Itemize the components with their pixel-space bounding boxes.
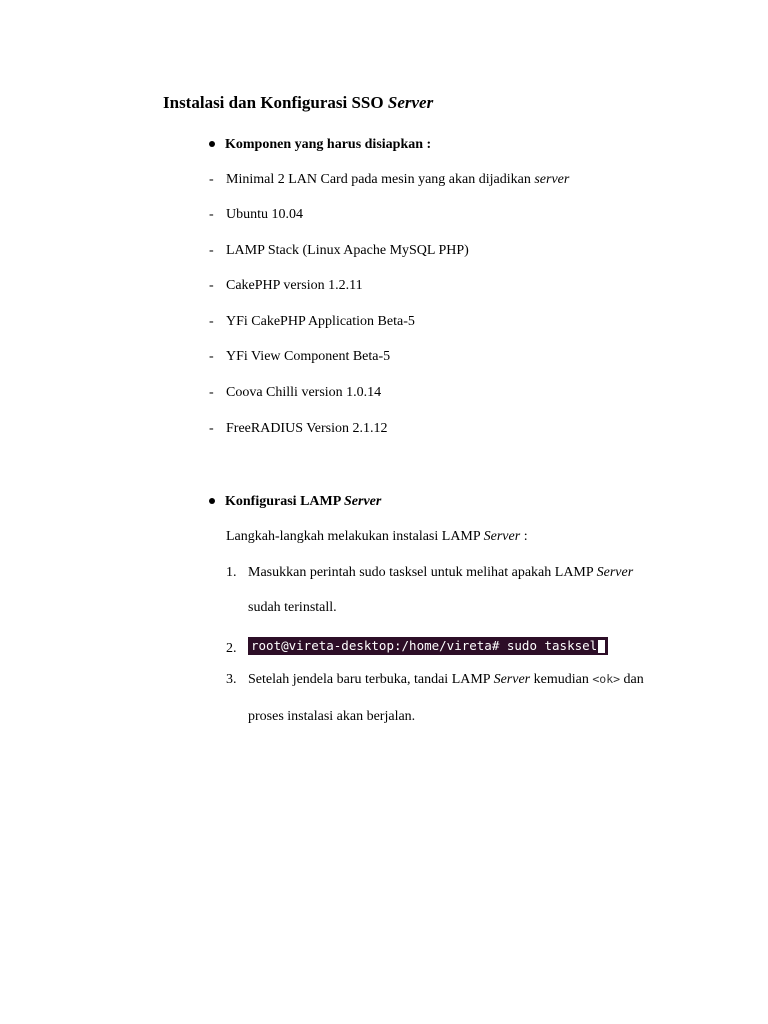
section-heading-text: Komponen yang harus disiapkan : [225, 137, 432, 152]
intro-paragraph: Langkah-langkah melakukan instalasi LAMP Server : [226, 529, 528, 544]
cursor-icon [598, 640, 605, 653]
list-item: - Coova Chilli version 1.0.14 [209, 385, 382, 400]
list-item: - YFi View Component Beta-5 [209, 349, 391, 364]
bullet-icon [209, 498, 215, 504]
list-item: - CakePHP version 1.2.11 [209, 278, 363, 293]
terminal-screenshot: root@vireta-desktop:/home/vireta# sudo tasksel [248, 637, 608, 655]
list-item: - Minimal 2 LAN Card pada mesin yang akan dijadikan server [209, 172, 570, 187]
step-3-continuation: proses instalasi akan berjalan. [248, 709, 416, 724]
list-item: - YFi CakePHP Application Beta-5 [209, 314, 415, 329]
step-2: 2. root@vireta-desktop:/home/vireta# sudo tasksel [226, 640, 696, 658]
list-item: - LAMP Stack (Linux Apache MySQL PHP) [209, 243, 469, 258]
step-1: 1. Masukkan perintah sudo tasksel untuk melihat apakah LAMP Server [226, 565, 634, 580]
section-heading-lamp: Konfigurasi LAMP Server [209, 494, 381, 510]
page-title [163, 93, 433, 113]
list-item: - FreeRADIUS Version 2.1.12 [209, 421, 388, 436]
step-3: 3. Setelah jendela baru terbuka, tandai LAMP Server kemudian <ok> dan [226, 672, 644, 687]
bullet-icon [209, 141, 215, 147]
title-italic: Server [387, 93, 434, 112]
list-item: - Ubuntu 10.04 [209, 207, 303, 222]
title-text: Instalasi dan Konfigurasi SSO [163, 93, 388, 112]
section-heading-components [209, 137, 431, 153]
step-1-continuation: sudah terinstall. [248, 600, 337, 615]
